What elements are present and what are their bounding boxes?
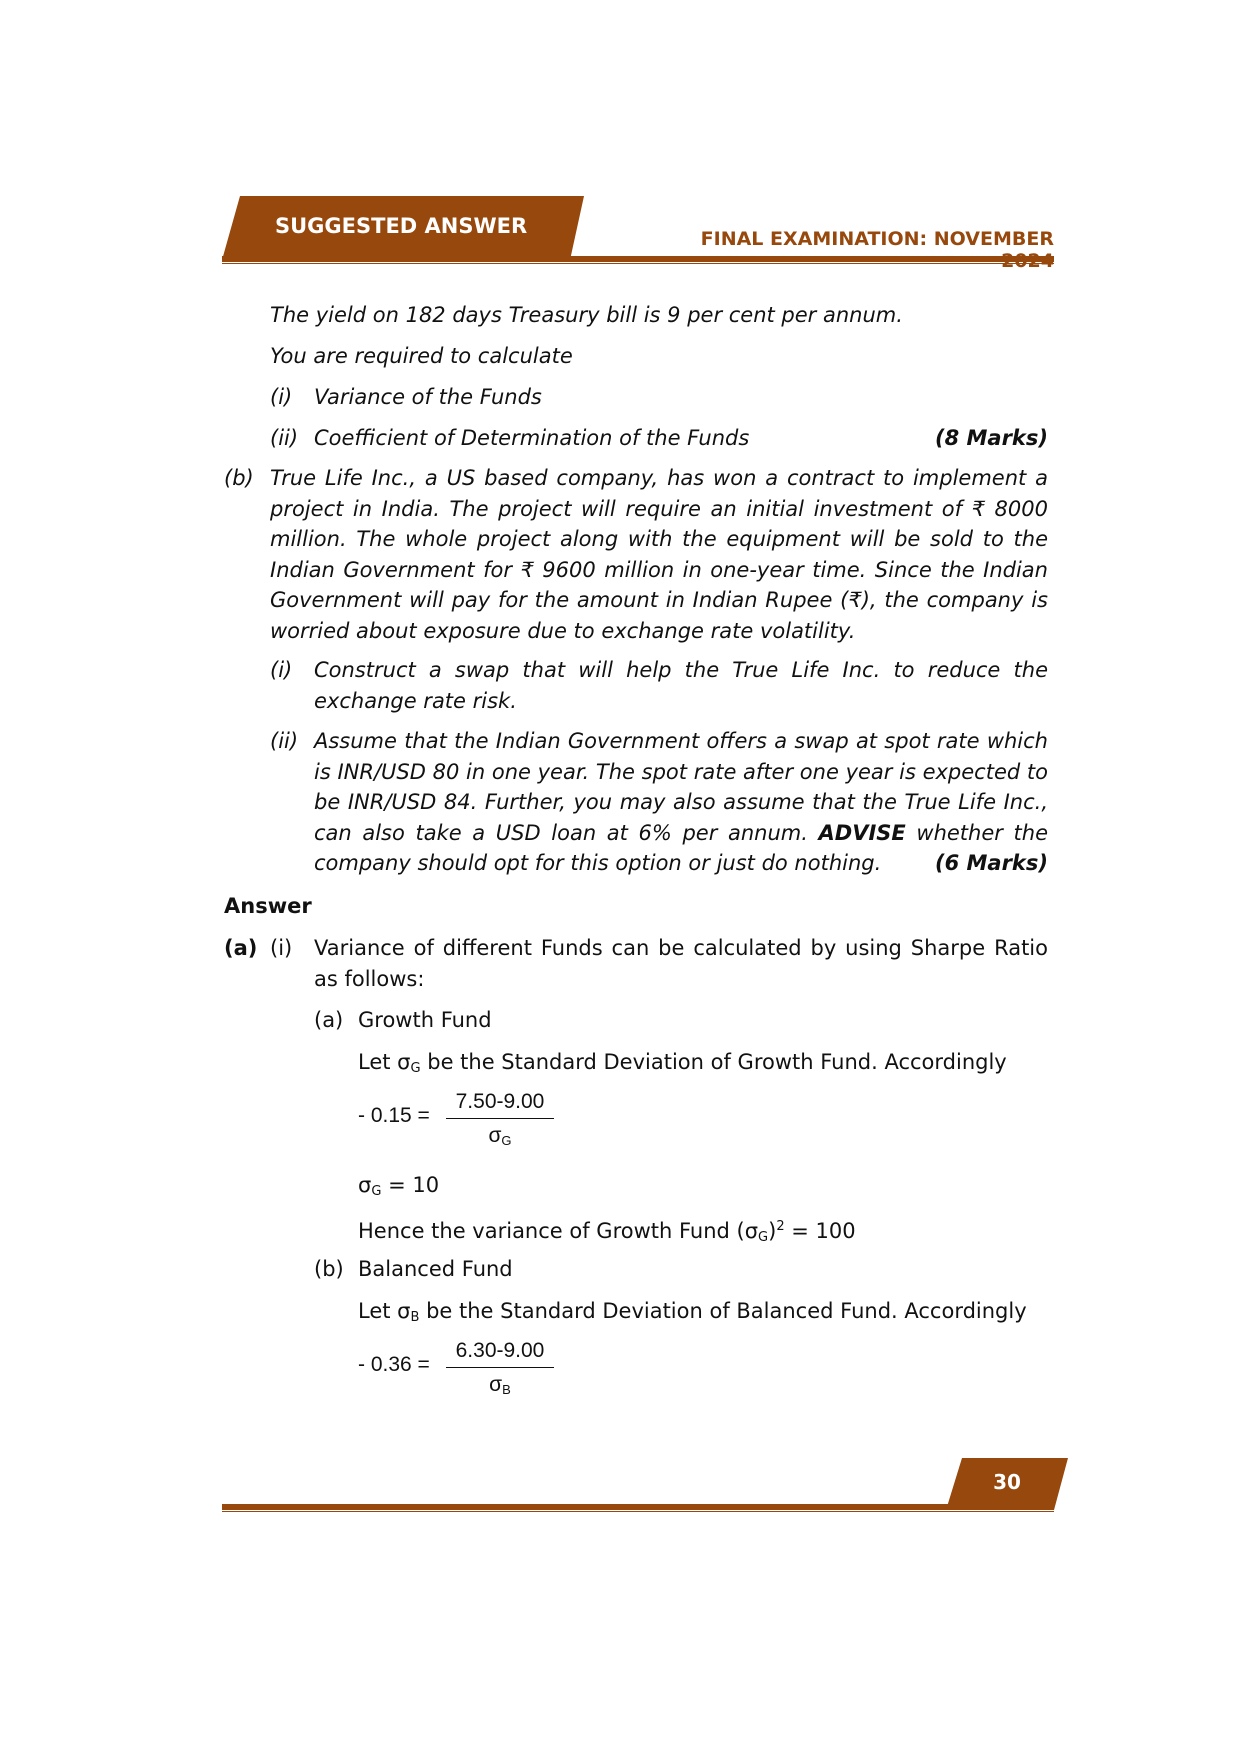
header-rule (222, 256, 1054, 262)
question-item-num: (i) (270, 385, 293, 409)
advise-keyword: ADVISE (818, 820, 906, 845)
answer-intro: Variance of different Funds can be calculated by using Sharpe Ratio as follows: (314, 936, 1048, 991)
part-b-text: True Life Inc., a US based company, has won a contract to implement a project in India. The project will require an initial investment of ₹ 8000 million. The whole project along with the equipment will be sold to the Indian Government for ₹ 9600 million in one-year time. Since the Indian Government will pay for the amount in Indian Rupee (₹), the company is worried about exposure due to exchange rate volatility. (270, 466, 1048, 643)
question-item-text: Coefficient of Determination of the Funds (314, 426, 750, 450)
b-item-text: Construct a swap that will help the True Life Inc. to reduce the exchange rate risk. (314, 658, 1048, 713)
marks-b: (6 Marks) (934, 851, 1048, 875)
answer-part-label: (a) (224, 936, 258, 960)
page-number: 30 (993, 1470, 1021, 1494)
growth-variance: Hence the variance of Growth Fund $(\sigma_G)^2 = 100$ (358, 1219, 856, 1245)
growth-fraction-bar (446, 1118, 554, 1119)
footer-rule-thin (222, 1511, 1054, 1512)
header-tab-label: SUGGESTED ANSWER (275, 214, 528, 238)
balanced-eq-denominator: $\sigma_B$ (489, 1373, 511, 1397)
question-item-num: (ii) (270, 426, 299, 450)
growth-let-line: Let $\sigma_G$ be the Standard Deviation of Growth Fund. Accordingly (358, 1050, 1007, 1076)
growth-label: (a) (314, 1008, 344, 1032)
question-line-1: The yield on 182 days Treasury bill is 9 per cent per annum. (270, 303, 903, 327)
balanced-fraction-bar (446, 1367, 554, 1368)
b-item-num: (i) (270, 658, 293, 682)
growth-eq-lhs: - 0.15 = (358, 1104, 430, 1127)
marks-a: (8 Marks) (934, 426, 1048, 450)
growth-title: Growth Fund (358, 1008, 492, 1032)
answer-sub-label: (i) (270, 936, 293, 960)
balanced-let-line: Let $\sigma_B$ be the Standard Deviation of Balanced Fund. Accordingly (358, 1299, 1027, 1325)
answer-heading: Answer (224, 894, 312, 918)
part-b-label: (b) (224, 466, 254, 490)
growth-eq-denominator: $\sigma_G$ (488, 1124, 512, 1148)
header-rule-thin (222, 263, 1054, 264)
growth-result: $\sigma_G = 10$ (358, 1173, 440, 1199)
balanced-eq-numerator: 6.30-9.00 (455, 1339, 545, 1362)
exam-title: FINAL EXAMINATION: NOVEMBER (700, 228, 1054, 250)
b-item-text: Assume that the Indian Government offers a swap at spot rate which is INR/USD 80 in one year. The spot rate after one year is expected to be INR/USD 84. Further, you may also assume that the True Life Inc., can also take a USD loan at 6% per annum. ADVISE whether the company should opt for this option or just do nothing. (314, 729, 1048, 875)
growth-eq-numerator: 7.50-9.00 (455, 1090, 545, 1113)
question-item-text: Variance of the Funds (314, 385, 542, 409)
balanced-label: (b) (314, 1257, 344, 1281)
question-line-2: You are required to calculate (270, 344, 573, 368)
balanced-eq-lhs: - 0.36 = (358, 1353, 430, 1376)
balanced-title: Balanced Fund (358, 1257, 513, 1281)
b-item-num: (ii) (270, 729, 299, 753)
footer-rule (222, 1504, 1054, 1510)
